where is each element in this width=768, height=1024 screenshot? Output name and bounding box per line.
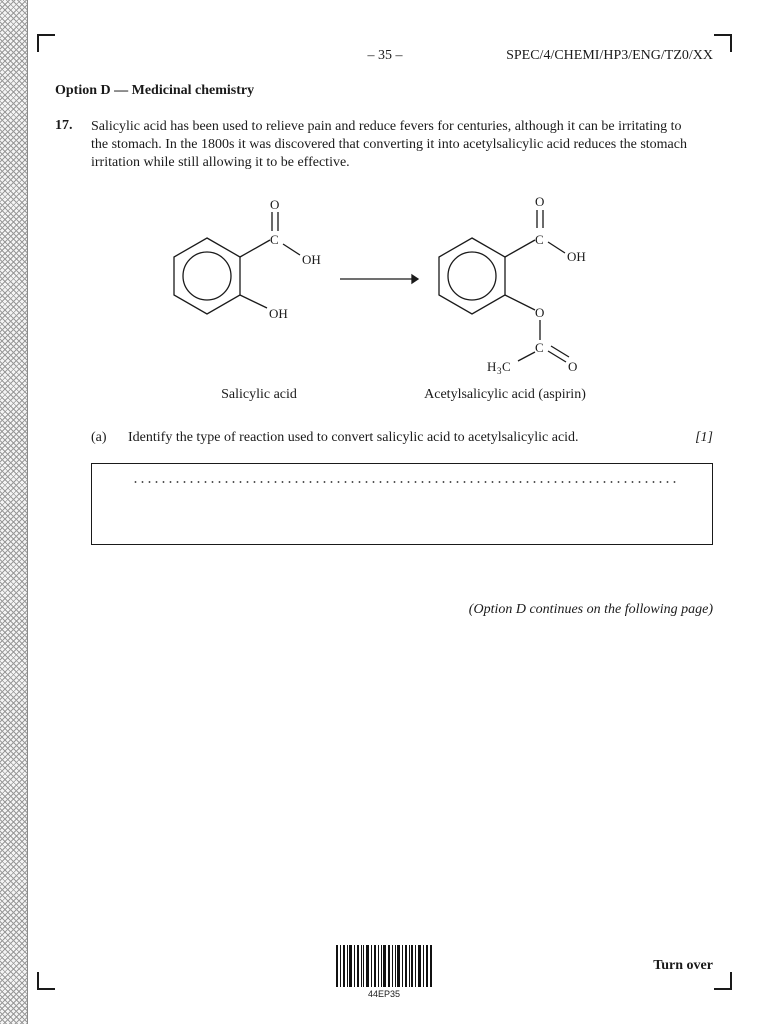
atom-c: C [270, 232, 279, 247]
benzene-ring [439, 238, 505, 314]
atom-o-top: O [535, 194, 545, 209]
caption-aspirin: Acetylsalicylic acid (aspirin) [424, 387, 586, 402]
salicylic-acid-structure [174, 197, 321, 321]
part-a-question: Identify the type of reaction used to convert salicylic acid to acetylsalicylic acid. [128, 430, 579, 445]
turn-over-label: Turn over [653, 958, 713, 973]
answer-box[interactable] [91, 463, 713, 545]
crop-mark-top-right [714, 34, 732, 52]
atom-c-ester: C [535, 340, 544, 355]
atom-oh-ring: OH [269, 306, 288, 321]
barcode-text: 44EP35 [367, 989, 401, 999]
answer-dotted-line [132, 481, 677, 483]
crop-mark-bottom-left [37, 972, 55, 990]
atom-oh-acid: OH [567, 249, 586, 264]
section-title: Option D — Medicinal chemistry [55, 83, 255, 98]
reaction-diagram [150, 188, 620, 388]
bond-c-o-carbonyl-1 [548, 351, 566, 362]
bond-ring-oh [240, 295, 267, 308]
bond-ring-carboxyl [240, 240, 270, 257]
page-margin-strip [0, 0, 28, 1024]
question-number: 17. [55, 118, 73, 133]
bond-c-oh [548, 242, 565, 253]
reaction-arrow [340, 275, 418, 283]
bond-ring-o [505, 295, 535, 310]
benzene-ring [174, 238, 240, 314]
atom-h: H [487, 359, 497, 374]
continues-note: (Option D continues on the following page) [468, 602, 713, 617]
atom-c: C [535, 232, 544, 247]
atom-c-methyl: C [502, 359, 511, 374]
barcode [336, 945, 432, 987]
crop-mark-top-left [37, 34, 55, 52]
aromatic-circle [448, 252, 496, 300]
atom-o-ester: O [535, 305, 545, 320]
atom-o-top: O [270, 197, 280, 212]
bond-c-oh [283, 244, 300, 255]
atom-oh-acid: OH [302, 252, 321, 267]
part-a-label: (a) [91, 430, 107, 445]
part-a-marks: [1] [695, 430, 713, 445]
page-number: – 35 – [367, 48, 403, 63]
caption-salicylic-acid: Salicylic acid [221, 387, 297, 402]
question-text: Salicylic acid has been used to relieve pain and reduce fevers for centuries, although it can be irritating to the stomach. In the 1800s it was discovered that converting it into acetylsalicylic acid reduces the stomach irritation while still allowing it to be effective. [91, 119, 687, 170]
paper-code: SPEC/4/CHEMI/HP3/ENG/TZ0/XX [506, 48, 713, 63]
bond-c-o-carbonyl-2 [551, 346, 569, 357]
crop-mark-bottom-right [714, 972, 732, 990]
aromatic-circle [183, 252, 231, 300]
bond-c-ch3 [518, 352, 535, 361]
acetylsalicylic-acid-structure [439, 194, 586, 376]
bond-ring-carboxyl [505, 240, 535, 257]
atom-o-carbonyl: O [568, 359, 578, 374]
subscript-3: 3 [497, 366, 502, 376]
